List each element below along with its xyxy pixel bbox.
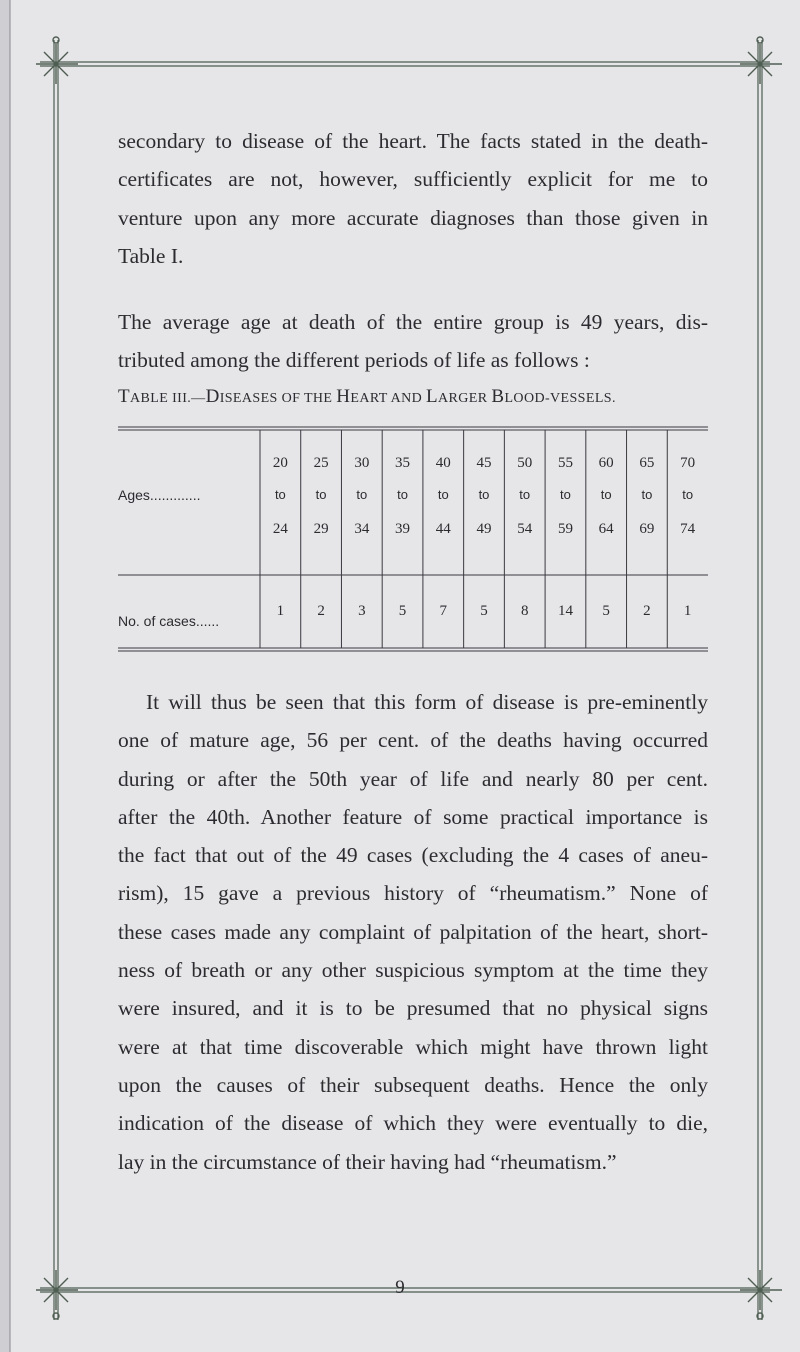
age-to-word-cell: to bbox=[682, 487, 694, 502]
age-from-cell: 30 bbox=[354, 455, 370, 471]
age-from-cell: 65 bbox=[639, 455, 655, 471]
text-line: Table I. bbox=[118, 243, 184, 268]
text-line: upon the causes of their subsequent deaths. Hence the only bbox=[118, 1072, 708, 1097]
cases-cell: 1 bbox=[276, 603, 285, 619]
age-distribution-table bbox=[118, 425, 708, 652]
table-caption: TABLE III.—DISEASES OF THE HEART AND LARGER BLOOD-VESSELS. bbox=[118, 386, 616, 407]
age-to-word-cell: to bbox=[641, 487, 653, 502]
cases-cell: 5 bbox=[480, 603, 488, 619]
cases-cell: 14 bbox=[557, 603, 573, 619]
text-line: secondary to disease of the heart. The facts stated in the death- bbox=[118, 129, 708, 153]
age-to-cell: 64 bbox=[598, 521, 614, 537]
age-to-word-cell: to bbox=[560, 487, 571, 502]
age-from-cell: 20 bbox=[272, 455, 288, 471]
text-line: It will thus be seen that this form of disease is pre-eminently bbox=[146, 690, 708, 714]
age-from-cell: 55 bbox=[557, 455, 573, 471]
age-from-cell: 40 bbox=[435, 455, 451, 471]
age-from-cell: 45 bbox=[476, 455, 492, 471]
age-to-cell: 39 bbox=[395, 521, 411, 537]
text-line: these cases made any complaint of palpitation of the heart, short- bbox=[118, 919, 708, 944]
age-to-word-cell: to bbox=[315, 487, 327, 502]
age-from-cell: 60 bbox=[598, 455, 614, 471]
ages-row-label: Ages............. bbox=[118, 487, 201, 503]
age-to-word-cell: to bbox=[356, 487, 368, 502]
page-number: 9 bbox=[395, 1277, 405, 1298]
age-to-word-cell: to bbox=[397, 487, 408, 502]
text-line: indication of the disease of which they were eventually to die, bbox=[118, 1111, 708, 1136]
age-from-cell: 70 bbox=[680, 455, 696, 471]
age-to-cell: 59 bbox=[557, 521, 573, 537]
text-line: were insured, and it is to be presumed that no physical signs bbox=[118, 996, 708, 1021]
paragraph-1 bbox=[118, 122, 708, 275]
cases-cell: 5 bbox=[602, 603, 610, 619]
text-line: lay in the circumstance of their having had “rheumatism.” bbox=[118, 1149, 617, 1174]
cases-row-label: No. of cases...... bbox=[118, 613, 220, 629]
age-to-cell: 44 bbox=[435, 521, 451, 537]
cases-cell: 8 bbox=[520, 603, 529, 619]
age-to-cell: 29 bbox=[313, 521, 329, 537]
text-line: tributed among the different periods of life as follows : bbox=[118, 348, 590, 373]
cases-cell: 1 bbox=[683, 603, 692, 619]
age-to-word-cell: to bbox=[600, 487, 612, 502]
text-line: were at that time discoverable which might have thrown light bbox=[118, 1034, 708, 1059]
age-to-cell: 74 bbox=[680, 521, 696, 537]
text-line: during or after the 50th year of life and nearly 80 per cent. bbox=[118, 766, 708, 791]
text-line: one of mature age, 56 per cent. of the deaths having occurred bbox=[118, 728, 708, 753]
age-from-cell: 50 bbox=[517, 455, 533, 471]
cases-cell: 2 bbox=[317, 603, 325, 619]
text-line: after the 40th. Another feature of some practical importance is bbox=[118, 804, 708, 829]
text-line: rism), 15 gave a previous history of “rheumatism.” None of bbox=[118, 881, 708, 906]
age-to-word-cell: to bbox=[274, 487, 286, 502]
text-line: the fact that out of the 49 cases (excluding the 4 cases of aneu- bbox=[118, 843, 708, 868]
text-line: venture upon any more accurate diagnoses than those given in bbox=[118, 205, 708, 230]
paragraph-3 bbox=[118, 683, 708, 1181]
age-to-word-cell: to bbox=[437, 487, 449, 502]
age-from-cell: 35 bbox=[395, 455, 411, 471]
age-to-cell: 24 bbox=[272, 521, 288, 537]
cases-cell: 5 bbox=[398, 603, 407, 619]
age-to-cell: 69 bbox=[639, 521, 655, 537]
age-to-word-cell: to bbox=[519, 487, 531, 502]
text-line: The average age at death of the entire group is 49 years, dis- bbox=[118, 310, 708, 334]
text-line: ness of breath or any other suspicious symptom at the time they bbox=[118, 958, 708, 983]
age-to-cell: 34 bbox=[354, 521, 370, 537]
age-to-cell: 54 bbox=[517, 521, 533, 537]
cases-cell: 3 bbox=[358, 603, 366, 619]
cases-cell: 7 bbox=[439, 603, 448, 619]
text-line: certificates are not, however, sufficiently explicit for me to bbox=[118, 167, 708, 192]
age-to-word-cell: to bbox=[478, 487, 490, 502]
age-to-cell: 49 bbox=[476, 521, 492, 537]
paragraph-2 bbox=[118, 303, 708, 380]
cases-cell: 2 bbox=[643, 603, 651, 619]
age-from-cell: 25 bbox=[313, 455, 329, 471]
